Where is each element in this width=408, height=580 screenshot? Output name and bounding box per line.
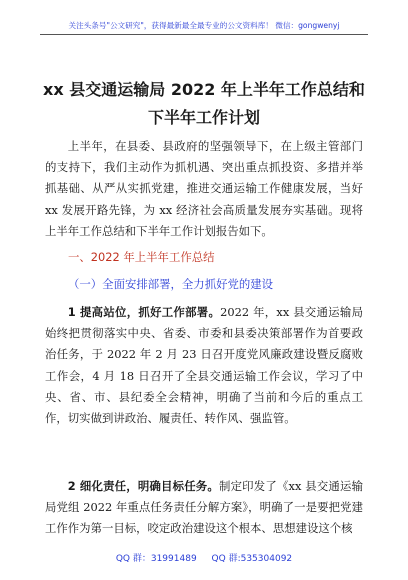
item-2-paragraph [45,476,363,540]
document-title [40,76,368,132]
header-note: 关注头条号"公文研究"，获得最新最全最专业的公文资料库！ 微信：gongwenyj [68,21,340,30]
footer-qq-group-1: QQ 群：31991489 [115,554,197,564]
footer [40,551,368,564]
title-line-1: xx 县交通运输局 2022 年上半年工作总结和 [43,80,365,99]
title-line-2: 下半年工作计划 [147,108,260,127]
item-1-text: 2022 年，xx 县交通运输局始终把贯彻落实中央、省委、市委和县委决策部署作为首要政治任务，于 2022 年 2 月 23 日召开度党风廉政建设暨反腐败工作会，4 月 18 日召开了全县交通运输工作会议，学习了中央、省、市、县纪委全会精神，明确了当前和今后的重点工作，切实做到讲政治、履责任、转作风、强监管。 [45,305,363,426]
intro-paragraph: 上半年，在县委、县政府的坚强领导下，在上级主管部门的支持下，我们主动作为抓机遇、突出重点抓投资、多措并举抓基础、从严从实抓党建，推进交通运输工作健康发展，当好 xx 发展开路先锋，为 xx 经济社会高质量发展夯实基础。现将上半年工作总结和下半年工作计划报告如下。 [45,139,363,238]
item-2-text: 制定印发了《xx 县交通运输局党组 2022 年重点任务责任分解方案》，明确了一是要把党建工作作为第一目标，咬定政治建设这个根本、思想建设这个核 [45,479,363,536]
subsection-heading-1: （一）全面安排部署，全力抓好党的建设 [68,277,274,291]
footer-qq-group-2: QQ 群:535304092 [211,554,293,564]
item-1-paragraph [45,302,363,429]
item-2-lead: 2 细化责任，明确目标任务。 [67,479,219,493]
item-1-lead: 1 提高站位，抓好工作部署。 [67,305,221,319]
section-heading-1: 一、2022 年上半年工作总结 [68,250,215,264]
header-divider [40,34,368,35]
